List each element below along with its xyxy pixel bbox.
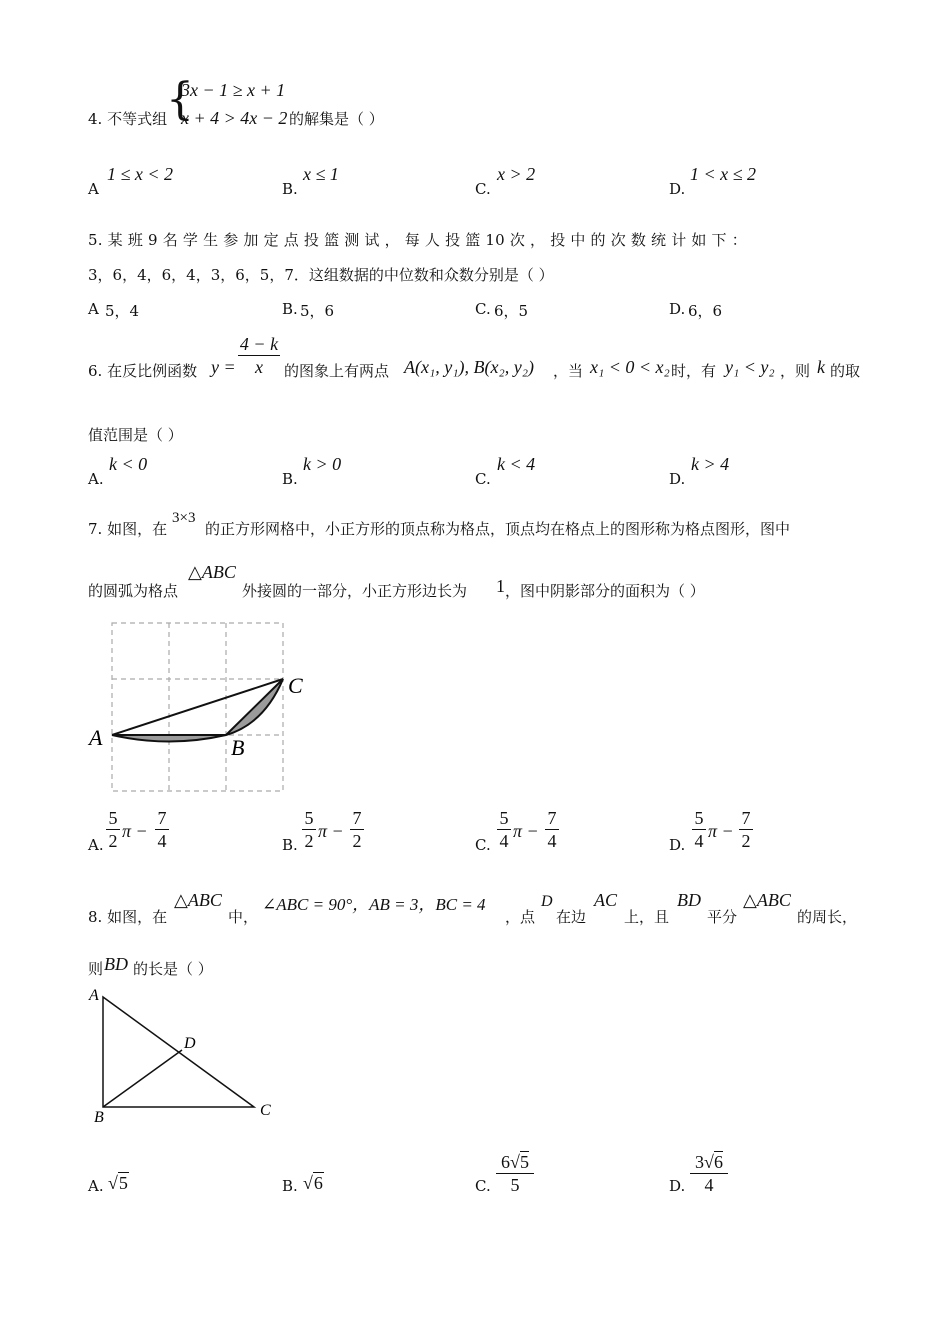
numerator: 5 bbox=[304, 808, 314, 828]
q6-stem-f: 的取 bbox=[830, 362, 861, 380]
numerator: 6√5 bbox=[501, 1152, 529, 1172]
label-b: B bbox=[231, 735, 245, 760]
q4-stem: 4. 不等式组 bbox=[88, 110, 168, 128]
label-a: A bbox=[89, 725, 103, 750]
q6-line-2: 值范围是（ ） bbox=[88, 426, 183, 444]
q5-line-1: 5. 某 班 9 名 学 生 参 加 定 点 投 篮 测 试 ， 每 人 投 篮 10 次 ， 投 中 的 次 数 统 计 如 下 ： bbox=[88, 231, 747, 249]
q7-grid-size: 3×3 bbox=[172, 510, 196, 526]
q8-option-d-expr[interactable] bbox=[690, 1152, 728, 1195]
q8-point-d: D bbox=[541, 893, 553, 910]
q6-option-d-label[interactable]: D. bbox=[669, 470, 686, 488]
q4-option-b-label[interactable]: B. bbox=[282, 180, 298, 198]
q7-stem-b: 的正方形网格中，小正方形的顶点称为格点，顶点均在格点上的图形称为格点图形，图中 bbox=[205, 520, 791, 538]
q6-option-b-label[interactable]: B. bbox=[282, 470, 298, 488]
sqrt-sign: √ bbox=[303, 1173, 313, 1193]
q8-figure bbox=[84, 982, 294, 1128]
q7-option-c-frac1[interactable] bbox=[497, 808, 511, 851]
q5-option-d-label[interactable]: D. bbox=[669, 300, 686, 318]
coefficient: 6 bbox=[501, 1152, 511, 1172]
system-line-1: 3x − 1 ≥ x + 1 bbox=[181, 80, 286, 100]
q6-stem-a: 6. 在反比例函数 bbox=[88, 362, 198, 380]
q7-line-2a: 的圆弧为格点 bbox=[88, 582, 179, 600]
fraction-bar bbox=[155, 829, 169, 830]
segment-bd bbox=[103, 1050, 182, 1107]
q6-func-lhs: y = bbox=[211, 357, 236, 377]
fraction-bar bbox=[692, 829, 706, 830]
denominator: 2 bbox=[741, 831, 751, 851]
q6-func-numerator: 4 − k bbox=[239, 334, 279, 354]
q7-option-c-label[interactable]: C. bbox=[475, 836, 491, 854]
denominator: 2 bbox=[352, 831, 362, 851]
denominator: 5 bbox=[510, 1175, 520, 1195]
q7-option-a-pi[interactable]: π − bbox=[122, 821, 148, 841]
radicand: 6 bbox=[313, 1173, 323, 1193]
numerator: 7 bbox=[741, 808, 751, 828]
q8-stem-g: 的周长， bbox=[797, 908, 858, 926]
q7-side: 1 bbox=[496, 576, 505, 596]
shaded-segment-ab bbox=[112, 735, 226, 742]
q7-stem-a: 7. 如图，在 bbox=[88, 520, 168, 538]
q8-option-a-label[interactable]: A. bbox=[88, 1177, 104, 1195]
q7-triangle: △ABC bbox=[188, 562, 236, 582]
q6-var-k: k bbox=[817, 357, 825, 377]
q5-option-a-text[interactable]: 5，4 bbox=[105, 302, 140, 320]
q4-option-c-label[interactable]: C. bbox=[475, 180, 491, 198]
q7-option-b-label[interactable]: B. bbox=[282, 836, 298, 854]
coefficient: 3 bbox=[695, 1152, 705, 1172]
q6-stem-b: 的图象上有两点 bbox=[284, 362, 390, 380]
fraction-bar bbox=[545, 829, 559, 830]
q7-option-a-frac2[interactable] bbox=[155, 808, 169, 851]
q5-option-a-label[interactable]: A bbox=[88, 300, 99, 318]
q4-option-d-label[interactable]: D. bbox=[669, 180, 686, 198]
q8-stem-f: 平分 bbox=[707, 908, 738, 926]
q5-option-b-label[interactable]: B. bbox=[282, 300, 298, 318]
numerator: 7 bbox=[352, 808, 362, 828]
system-brace: { bbox=[166, 74, 194, 125]
label-c: C bbox=[260, 1102, 271, 1119]
q6-option-a-expr[interactable]: k < 0 bbox=[109, 454, 148, 474]
q8-stem-d: 在边 bbox=[556, 908, 587, 926]
denominator: 2 bbox=[304, 831, 314, 851]
q4-option-a-label[interactable]: A bbox=[88, 180, 99, 198]
q5-line-2: 3，6，4，6，4，3，6，5，7．这组数据的中位数和众数分别是（ ） bbox=[88, 266, 554, 284]
q8-side-ac: AC bbox=[594, 890, 618, 910]
denominator: 4 bbox=[157, 831, 167, 851]
q7-option-b-frac1[interactable] bbox=[302, 808, 316, 851]
q4-option-d-expr[interactable]: 1 < x ≤ 2 bbox=[690, 164, 757, 184]
label-c: C bbox=[288, 673, 303, 698]
q6-option-c-expr[interactable]: k < 4 bbox=[497, 454, 536, 474]
sqrt-sign: √ bbox=[108, 1173, 118, 1193]
q5-option-c-text[interactable]: 6，5 bbox=[494, 302, 529, 320]
q6-option-b-expr[interactable]: k > 0 bbox=[303, 454, 342, 474]
fraction-bar bbox=[302, 829, 316, 830]
q7-figure bbox=[84, 618, 314, 798]
radicand: 5 bbox=[519, 1152, 529, 1172]
q4-option-a-expr[interactable]: 1 ≤ x < 2 bbox=[107, 164, 174, 184]
q8-line-2b: 的长是（ ） bbox=[133, 960, 213, 978]
fraction-bar bbox=[106, 829, 120, 830]
fraction-bar bbox=[739, 829, 753, 830]
q6-condition-y: y₁ < y₂ bbox=[725, 357, 775, 377]
numerator: 7 bbox=[157, 808, 167, 828]
q5-option-c-label[interactable]: C. bbox=[475, 300, 491, 318]
q8-option-c-expr[interactable] bbox=[496, 1152, 534, 1195]
denominator: 4 bbox=[499, 831, 509, 851]
numerator: 7 bbox=[547, 808, 557, 828]
denominator: 4 bbox=[704, 1175, 714, 1195]
q7-option-d-frac2[interactable] bbox=[739, 808, 753, 851]
numerator: 5 bbox=[499, 808, 509, 828]
denominator: 4 bbox=[694, 831, 704, 851]
fraction-bar bbox=[496, 1173, 534, 1174]
q6-option-d-expr[interactable]: k > 4 bbox=[691, 454, 730, 474]
label-d: D bbox=[184, 1035, 196, 1052]
fraction-bar bbox=[497, 829, 511, 830]
q8-seg-bd: BD bbox=[677, 890, 701, 910]
q7-option-b-pi[interactable]: π − bbox=[318, 821, 344, 841]
denominator: 4 bbox=[547, 831, 557, 851]
q6-option-a-label[interactable]: A. bbox=[88, 470, 104, 488]
q8-stem-a: 8. 如图，在 bbox=[88, 908, 168, 926]
q8-stem-b: 中， bbox=[228, 908, 259, 926]
q8-option-b-label[interactable]: B. bbox=[282, 1177, 298, 1195]
fraction-bar bbox=[350, 829, 364, 830]
q6-stem-d: 时，有 bbox=[671, 362, 717, 380]
radicand: 5 bbox=[118, 1173, 128, 1193]
fraction-bar bbox=[238, 355, 280, 356]
q8-option-b-expr[interactable] bbox=[303, 1173, 324, 1194]
q8-given: ∠ABC = 90°，AB = 3，BC = 4 bbox=[262, 895, 486, 914]
q6-stem-c: ，当 bbox=[553, 362, 584, 380]
q7-option-d-label[interactable]: D. bbox=[669, 836, 686, 854]
system-line-2: x + 4 > 4x − 2 bbox=[181, 108, 288, 128]
q6-points: A(x₁, y₁), B(x₂, y₂) bbox=[404, 357, 534, 377]
numerator: 3√6 bbox=[695, 1152, 723, 1172]
q4-stem-tail: 的解集是（ ） bbox=[289, 110, 384, 128]
q7-option-b-frac2[interactable] bbox=[350, 808, 364, 851]
q6-func-fraction bbox=[238, 334, 280, 377]
numerator: 5 bbox=[694, 808, 704, 828]
q7-option-a-frac1[interactable] bbox=[106, 808, 120, 851]
radicand: 6 bbox=[713, 1152, 723, 1172]
q5-option-d-text[interactable]: 6，6 bbox=[688, 302, 723, 320]
q8-line-2-seg: BD bbox=[104, 954, 128, 974]
q6-option-c-label[interactable]: C. bbox=[475, 470, 491, 488]
q7-option-a-label[interactable]: A. bbox=[88, 836, 104, 854]
q4-option-b-expr[interactable]: x ≤ 1 bbox=[303, 164, 339, 184]
q8-option-d-label[interactable]: D. bbox=[669, 1177, 686, 1195]
q6-func-denominator: x bbox=[255, 357, 263, 377]
q8-option-a-expr[interactable] bbox=[108, 1173, 129, 1194]
label-b: B bbox=[94, 1109, 104, 1126]
q8-line-2a: 则 bbox=[88, 960, 104, 978]
denominator: 2 bbox=[108, 831, 118, 851]
label-a: A bbox=[89, 987, 99, 1004]
numerator: 5 bbox=[108, 808, 118, 828]
q7-option-c-pi[interactable]: π − bbox=[513, 821, 539, 841]
q7-option-c-frac2[interactable] bbox=[545, 808, 559, 851]
q4-option-c-expr[interactable]: x > 2 bbox=[497, 164, 536, 184]
q7-line-2b: 外接圆的一部分，小正方形边长为 bbox=[242, 582, 468, 600]
q5-option-b-text[interactable]: 5，6 bbox=[300, 302, 335, 320]
q8-stem-e: 上，且 bbox=[624, 908, 670, 926]
q7-line-2c: ，图中阴影部分的面积为（ ） bbox=[505, 582, 705, 600]
q7-option-d-frac1[interactable] bbox=[692, 808, 706, 851]
q8-triangle-2: △ABC bbox=[743, 890, 791, 910]
q6-condition-x: x₁ < 0 < x₂ bbox=[590, 357, 670, 377]
q8-stem-c: ，点 bbox=[505, 908, 536, 926]
q8-option-c-label[interactable]: C. bbox=[475, 1177, 491, 1195]
fraction-bar bbox=[690, 1173, 728, 1174]
q8-triangle-1: △ABC bbox=[174, 890, 222, 910]
q7-option-d-pi[interactable]: π − bbox=[708, 821, 734, 841]
q6-stem-e: ，则 bbox=[780, 362, 811, 380]
